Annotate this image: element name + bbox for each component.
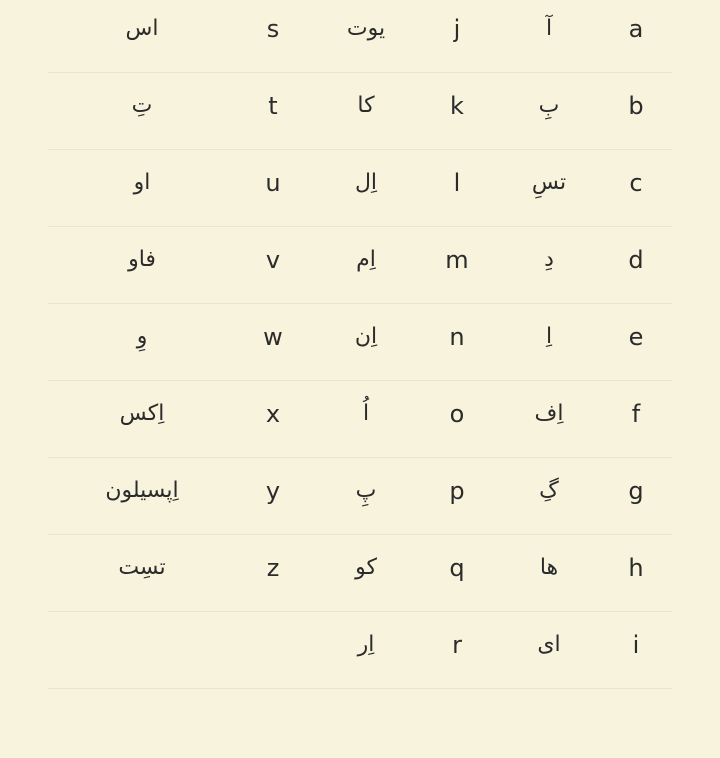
table-row — [48, 73, 672, 150]
persian-letter-name: اِف — [534, 401, 564, 426]
latin-letter: z — [266, 554, 280, 582]
latin-letter: x — [265, 400, 281, 428]
latin-letter: w — [263, 323, 283, 351]
latin-letter: a — [628, 15, 644, 43]
table-row — [48, 535, 672, 612]
latin-letter: h — [628, 554, 644, 582]
latin-letter: u — [265, 169, 281, 197]
latin-letter: d — [628, 246, 644, 274]
persian-letter-name: دِ — [544, 247, 554, 272]
table-row — [48, 381, 672, 458]
latin-letter: m — [445, 246, 469, 274]
latin-letter: l — [453, 169, 461, 197]
persian-letter-name: فاو — [128, 247, 156, 272]
latin-letter — [243, 612, 303, 688]
persian-letter-name: او — [133, 170, 151, 195]
latin-letter: e — [628, 323, 644, 351]
latin-letter: r — [452, 631, 462, 659]
persian-letter-name: تِ — [131, 93, 153, 118]
persian-letter-name: اس — [125, 16, 159, 41]
alphabet-table — [48, 0, 672, 689]
persian-letter-name: اِل — [354, 170, 378, 195]
table-row — [48, 304, 672, 381]
latin-letter: c — [629, 169, 643, 197]
latin-letter: b — [628, 92, 644, 120]
latin-letter: g — [628, 477, 644, 505]
latin-letter: y — [265, 477, 281, 505]
persian-letter-name: آ — [545, 16, 553, 41]
persian-letter-name: کا — [357, 93, 375, 118]
persian-letter-name: وِ — [136, 324, 148, 349]
persian-letter-name: اِ — [545, 324, 553, 349]
persian-letter-name: پِ — [355, 478, 377, 503]
table-row — [48, 227, 672, 304]
persian-letter-name: بِ — [538, 93, 560, 118]
persian-letter-name: اِر — [357, 632, 375, 657]
persian-letter-name: ای — [537, 632, 561, 657]
latin-letter: p — [449, 477, 465, 505]
persian-letter-name: اِپسیلون — [105, 478, 179, 503]
persian-letter-name: اِن — [354, 324, 378, 349]
persian-letter-name: اِم — [356, 247, 376, 272]
latin-letter: q — [449, 554, 465, 582]
latin-letter: i — [632, 631, 640, 659]
persian-letter-name: تسِت — [118, 555, 166, 580]
latin-letter: j — [453, 15, 461, 43]
table-row — [48, 612, 672, 689]
latin-letter: n — [449, 323, 465, 351]
latin-letter: o — [449, 400, 465, 428]
persian-letter-name: تسِ — [531, 170, 567, 195]
persian-letter-name: یوت — [346, 16, 386, 41]
latin-letter: s — [266, 15, 280, 43]
table-row — [48, 150, 672, 227]
latin-letter: f — [631, 400, 641, 428]
latin-letter: t — [268, 92, 278, 120]
latin-letter: k — [450, 92, 464, 120]
persian-letter-name: کو — [355, 555, 377, 580]
persian-letter-name: اِکس — [119, 401, 165, 426]
latin-letter: v — [265, 246, 281, 274]
table-row — [48, 458, 672, 535]
persian-letter-name: اُ — [362, 401, 370, 426]
persian-letter-name: ها — [539, 555, 559, 580]
table-row — [48, 0, 672, 73]
persian-letter-name — [88, 612, 196, 688]
persian-letter-name: گِ — [539, 478, 559, 503]
